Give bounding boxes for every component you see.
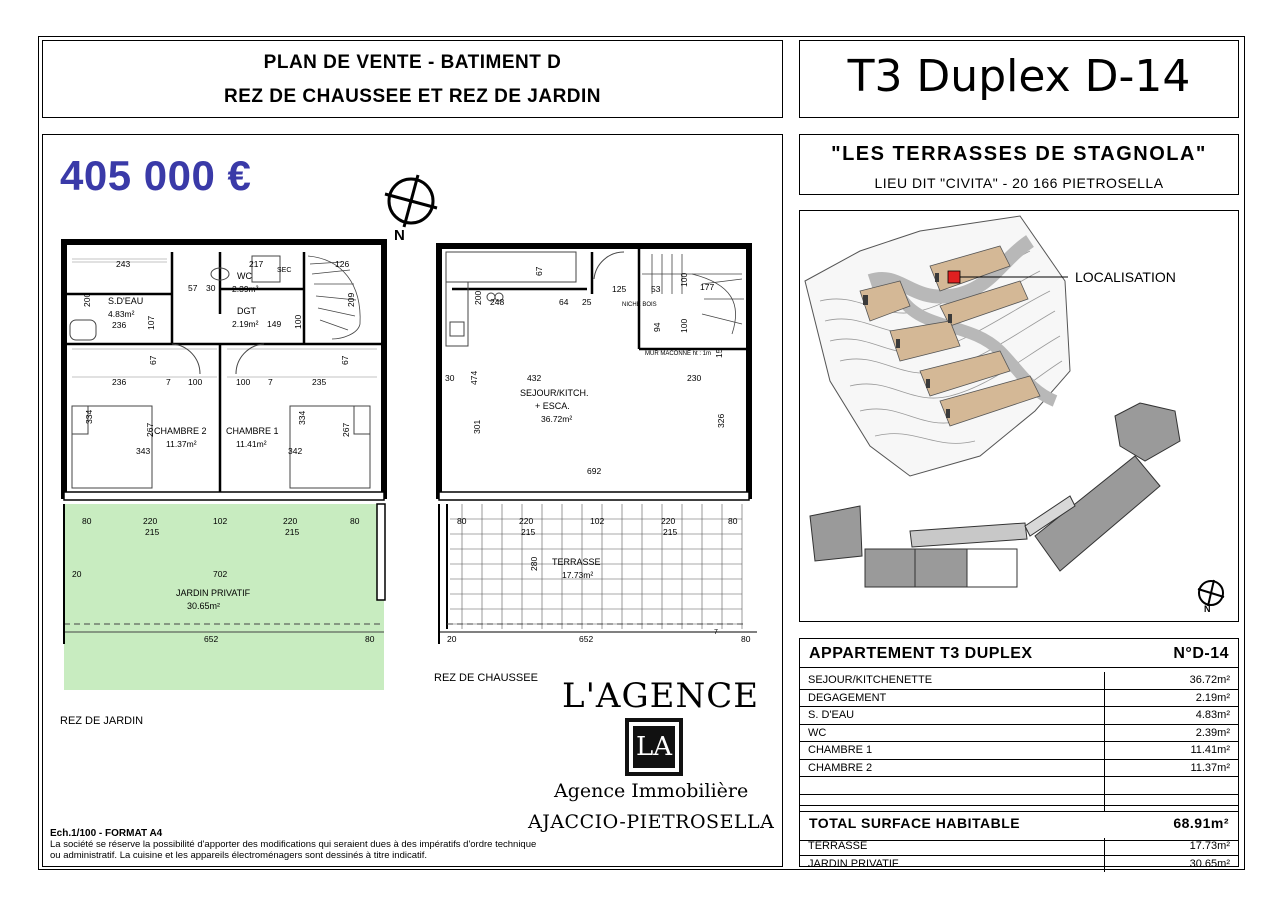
- dim: 652: [579, 634, 594, 644]
- washbasin-icon: [70, 320, 96, 340]
- price: 405 000 €: [60, 152, 252, 199]
- total-value: 68.91m²: [1173, 815, 1229, 831]
- plan-rez-de-chaussee: [439, 246, 757, 644]
- dim: 67: [340, 355, 350, 365]
- header-line-2: REZ DE CHAUSSEE ET REZ DE JARDIN: [223, 86, 602, 107]
- room-sejour-area: 36.72m²: [541, 414, 573, 424]
- unit-title-box: [799, 40, 1239, 118]
- row-label: DEGAGEMENT: [808, 691, 887, 704]
- row-value: 36.72m²: [1189, 674, 1230, 686]
- location-label: LOCALISATION: [1075, 269, 1176, 285]
- label-mur: MUR MACONNE ht : 1m: [645, 351, 712, 357]
- dim: 100: [679, 318, 689, 333]
- compass-icon: [385, 175, 437, 244]
- agency-subtitle: Agence Immobilière: [554, 780, 749, 802]
- extra-rows: [800, 838, 1238, 872]
- row-label: CHAMBRE 1: [808, 744, 873, 756]
- residence-address: LIEU DIT "CIVITA" - 20 166 PIETROSELLA: [874, 175, 1164, 191]
- row-label: TERRASSE: [808, 840, 868, 852]
- dim: 334: [297, 410, 307, 425]
- surface-table: [799, 638, 1239, 870]
- dim: 200: [473, 290, 483, 305]
- kitchen-counter-icon: [446, 252, 576, 282]
- table-ref: N°D-14: [1173, 645, 1229, 662]
- dim: 57: [188, 283, 198, 293]
- table-row: [800, 742, 1238, 760]
- table-row: [800, 690, 1238, 708]
- dim: 220: [661, 516, 676, 526]
- dim: 267: [145, 422, 155, 437]
- dim: 217: [249, 259, 264, 269]
- dim: 67: [534, 266, 544, 276]
- table-row: [800, 838, 1238, 856]
- dim: 102: [213, 516, 228, 526]
- dim: 342: [288, 446, 303, 456]
- dim: 220: [519, 516, 534, 526]
- dim: SEC: [277, 267, 292, 274]
- dim: 220: [143, 516, 158, 526]
- dim: 100: [679, 272, 689, 287]
- residence-name: "LES TERRASSES DE STAGNOLA": [831, 143, 1207, 165]
- room-ch2-name: CHAMBRE 2: [154, 426, 207, 436]
- dim: 215: [521, 527, 536, 537]
- dim: 80: [741, 634, 751, 644]
- dim: 25: [582, 297, 592, 307]
- dim: 235: [312, 377, 327, 387]
- agency-logo-letters: LA: [633, 726, 675, 768]
- room-dgt-area: 2.19m²: [232, 319, 259, 329]
- table-header: [800, 639, 1238, 668]
- table-row: [800, 760, 1238, 778]
- row-label: CHAMBRE 2: [808, 761, 873, 774]
- caption-rez-de-jardin: REZ DE JARDIN: [60, 715, 144, 727]
- dim: 215: [145, 527, 160, 537]
- dim: 80: [457, 516, 467, 526]
- dim: 200: [82, 292, 92, 307]
- plan-rez-de-jardin: [64, 242, 385, 690]
- dim: 702: [213, 569, 228, 579]
- dim: 692: [587, 466, 602, 476]
- row-label: JARDIN PRIVATIF: [808, 857, 899, 870]
- dim: 126: [335, 259, 350, 269]
- residence-box: [799, 134, 1239, 195]
- agency-logo: [625, 718, 683, 776]
- dim: 100: [188, 377, 203, 387]
- room-wc-name: WC: [237, 271, 252, 281]
- dim: 30: [445, 373, 455, 383]
- site-plan-map: [800, 211, 1238, 621]
- room-terrasse-area: 17.73m²: [562, 570, 594, 580]
- room-jardin-area: 30.65m²: [187, 601, 221, 611]
- location-marker: [948, 271, 960, 283]
- row-label: SEJOUR/KITCHENETTE: [808, 674, 933, 686]
- room-sdeau-name: S.D'EAU: [108, 296, 144, 306]
- table-row: [800, 672, 1238, 690]
- dim: 267: [341, 422, 351, 437]
- agency-name: L'AGENCE: [562, 676, 760, 716]
- table-row: [800, 725, 1238, 743]
- dim: 125: [612, 284, 627, 294]
- notes: [50, 828, 536, 861]
- disclaimer-line-2: ou administratif. La cuisine et les appareils électroménagers sont dessinés à titre indicatif.: [50, 850, 428, 861]
- dim: 280: [529, 556, 539, 571]
- location-map: [799, 210, 1239, 622]
- dim: 15: [714, 348, 724, 358]
- dim: 230: [687, 373, 702, 383]
- dim: 30: [206, 283, 216, 293]
- table-row: [800, 856, 1238, 873]
- dim: 149: [267, 319, 282, 329]
- compass-letter: N: [394, 227, 405, 244]
- row-value: 11.41m²: [1190, 744, 1230, 756]
- scale-note: Ech.1/100 - FORMAT A4: [50, 828, 163, 839]
- dim: 326: [716, 413, 726, 428]
- dim: 20: [72, 569, 82, 579]
- dim: 67: [148, 355, 158, 365]
- room-jardin-name: JARDIN PRIVATIF: [176, 588, 251, 598]
- dim: 236: [112, 320, 127, 330]
- total-label: TOTAL SURFACE HABITABLE: [809, 815, 1021, 831]
- dim: 248: [490, 297, 505, 307]
- dim: 64: [559, 297, 569, 307]
- row-label: WC: [808, 726, 827, 739]
- dim: 20: [447, 634, 457, 644]
- room-sejour-name: SEJOUR/KITCH.: [520, 388, 589, 398]
- room-ch1-name: CHAMBRE 1: [226, 426, 279, 436]
- room-ch2-area: 11.37m²: [166, 439, 197, 449]
- row-value: 17.73m²: [1189, 840, 1230, 852]
- dim: 236: [112, 377, 127, 387]
- table-row: [800, 707, 1238, 725]
- dim: 343: [136, 446, 151, 456]
- room-dgt-name: DGT: [237, 306, 256, 316]
- dim: 94: [652, 322, 662, 332]
- caption-rez-de-chaussee: REZ DE CHAUSSEE: [434, 672, 538, 684]
- dim: 80: [82, 516, 92, 526]
- row-value: 30.65m²: [1189, 857, 1230, 870]
- room-sejour-sub: + ESCA.: [535, 401, 570, 411]
- label-niche: NICHE BOIS: [622, 302, 657, 308]
- total-row: [800, 805, 1238, 841]
- row-value: 2.39m²: [1195, 726, 1230, 739]
- dim: 215: [285, 527, 300, 537]
- dim: 80: [350, 516, 360, 526]
- unit-title: T3 Duplex D-14: [847, 51, 1191, 102]
- room-sdeau-area: 4.83m²: [108, 309, 135, 319]
- dim: 243: [116, 259, 131, 269]
- map-compass-letter: N: [1204, 604, 1211, 614]
- table-row: [800, 777, 1238, 795]
- room-ch1-area: 11.41m²: [236, 439, 267, 449]
- dim: 474: [469, 370, 479, 385]
- row-value: 11.37m²: [1190, 761, 1230, 774]
- dim: 301: [472, 419, 482, 434]
- row-value: 2.19m²: [1195, 691, 1230, 704]
- dim: 177: [700, 282, 715, 292]
- dim: 215: [663, 527, 678, 537]
- dim: 7: [268, 377, 273, 387]
- dim: 334: [84, 409, 94, 424]
- disclaimer-line-1: La société se réserve la possibilité d'apporter des modifications qui seraient dues à des impératifs d'ordre technique: [50, 839, 537, 850]
- room-wc-area: 2.39m²: [232, 284, 259, 294]
- room-terrasse-name: TERRASSE: [552, 557, 601, 567]
- dim: 100: [236, 377, 251, 387]
- dim: 80: [728, 516, 738, 526]
- dim: 107: [146, 315, 156, 330]
- stairs-right: [642, 254, 744, 334]
- header-line-1: PLAN DE VENTE - BATIMENT D: [263, 52, 562, 73]
- dim: 7: [166, 377, 171, 387]
- dim: 432: [527, 373, 542, 383]
- dim: 53: [651, 284, 661, 294]
- dim: 209: [346, 292, 356, 307]
- map-compass-icon: [1198, 580, 1224, 614]
- dim: 100: [293, 314, 303, 329]
- dim: 7: [714, 629, 718, 636]
- dim: 80: [365, 634, 375, 644]
- row-value: 4.83m²: [1195, 709, 1230, 721]
- sheet-header: [42, 40, 783, 118]
- dim: 102: [590, 516, 605, 526]
- dim: 652: [204, 634, 219, 644]
- agency-city: AJACCIO-PIETROSELLA: [528, 811, 775, 833]
- row-label: S. D'EAU: [808, 709, 855, 721]
- table-rows: [800, 672, 1238, 812]
- dim: 220: [283, 516, 298, 526]
- table-title: APPARTEMENT T3 DUPLEX: [809, 645, 1033, 662]
